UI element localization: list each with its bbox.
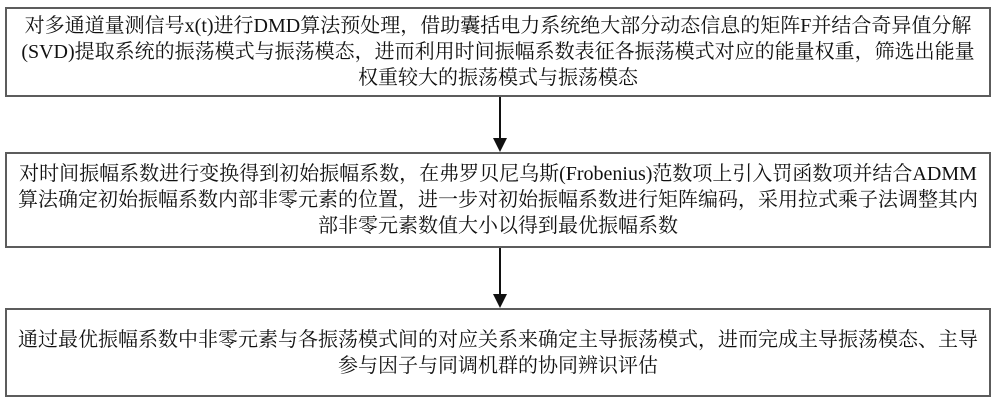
step-2-text-line: 部非零元素数值大小以得到最优振幅系数 <box>318 215 678 237</box>
flow-step-2-box <box>5 152 991 248</box>
arrow-head <box>493 138 507 152</box>
flow-step-3-box <box>5 308 991 397</box>
step-1-text-line: (SVD)提取系统的振荡模式与振荡模态，进而利用时间振幅系数表征各振荡模式对应的能量权重，筛选出能量 <box>21 41 975 63</box>
flow-step-1-box <box>5 7 991 97</box>
arrow-shaft <box>499 248 501 296</box>
down-arrow-icon <box>493 97 507 152</box>
arrow-head <box>493 294 507 308</box>
step-2-text-line: 算法确定初始振幅系数内部非零元素的位置，进一步对初始振幅系数进行矩阵编码，采用拉式乘子法调整其内 <box>18 189 978 211</box>
step-3-text-line: 参与因子与同调机群的协同辨识评估 <box>338 354 658 377</box>
down-arrow-icon <box>493 248 507 308</box>
step-1-text-line: 权重较大的振荡模式与振荡模态 <box>358 67 638 89</box>
step-2-text-line: 对时间振幅系数进行变换得到初始振幅系数，在弗罗贝尼乌斯(Frobenius)范数项上引入罚函数项并结合ADMM <box>19 163 977 185</box>
step-1-text-line: 对多通道量测信号x(t)进行DMD算法预处理，借助囊括电力系统绝大部分动态信息的矩阵F并结合奇异值分解 <box>24 15 972 37</box>
arrow-shaft <box>499 97 501 140</box>
step-3-text-line: 通过最优振幅系数中非零元素与各振荡模式间的对应关系来确定主导振荡模式，进而完成主导振荡模态、主导 <box>18 328 978 351</box>
